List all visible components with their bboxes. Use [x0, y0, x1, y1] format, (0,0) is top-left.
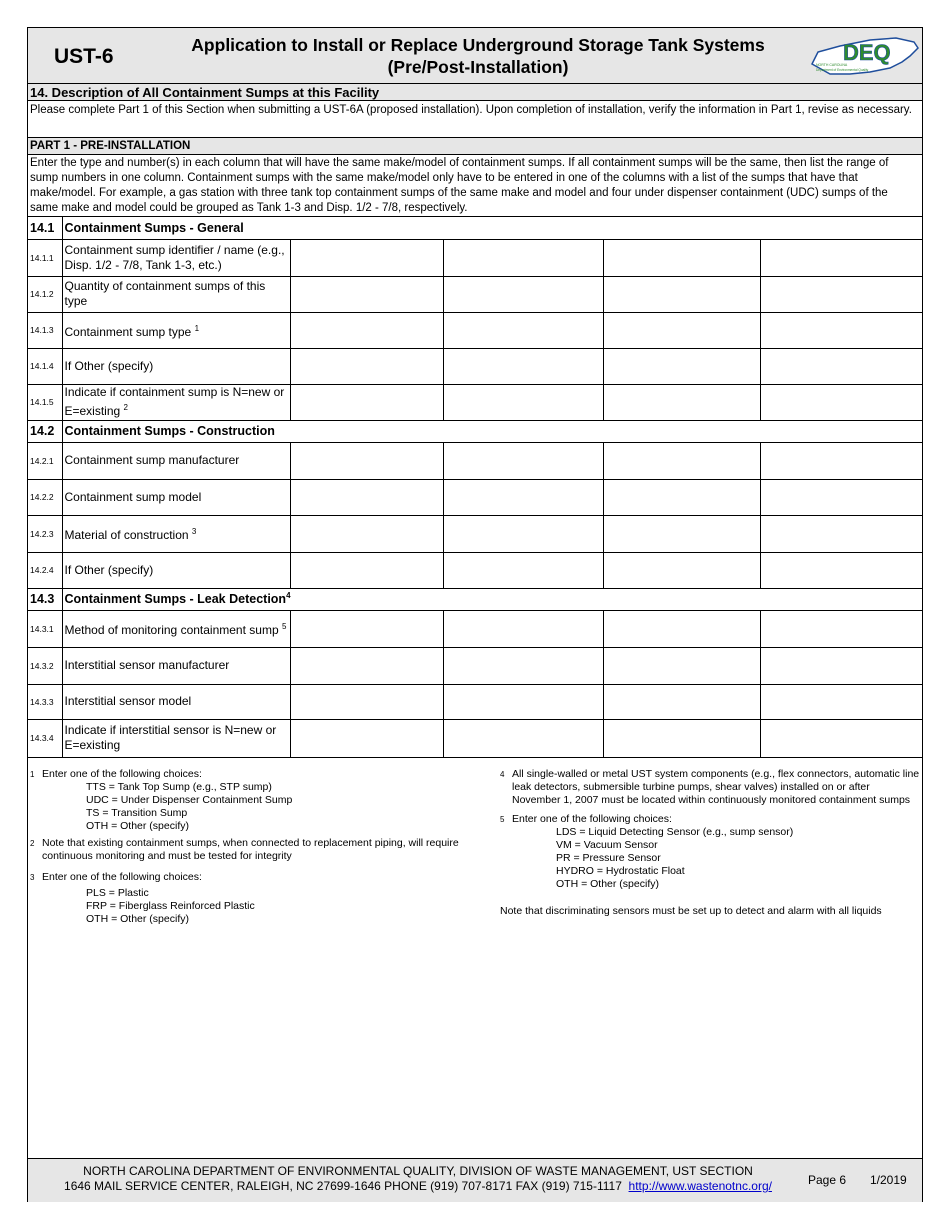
entry-cell[interactable]: [443, 384, 603, 420]
table-row: [28, 312, 922, 348]
footnote-text: Enter one of the following choices:: [42, 871, 202, 883]
form-revision: 1/2019: [870, 1173, 907, 1187]
group-title: Containment Sumps - Construction: [62, 420, 922, 442]
row-label: Interstitial sensor model: [62, 684, 290, 719]
entry-cell[interactable]: [290, 312, 443, 348]
table-row: [28, 479, 922, 515]
entry-cell[interactable]: [760, 719, 922, 757]
choice-item: TS = Transition Sump: [86, 807, 188, 819]
entry-cell[interactable]: [603, 442, 760, 479]
footnote-3: [30, 871, 460, 884]
row-label: Containment sump identifier / name (e.g., Disp. 1/2 - 7/8, Tank 1-3, etc.): [62, 239, 290, 276]
entry-cell[interactable]: [603, 515, 760, 552]
entry-cell[interactable]: [443, 684, 603, 719]
entry-cell[interactable]: [290, 610, 443, 647]
group-number: 14.1: [28, 217, 62, 239]
choice-item: PR = Pressure Sensor: [556, 852, 661, 864]
row-number: 14.2.2: [28, 479, 62, 515]
row-number: 14.1.2: [28, 276, 62, 312]
entry-cell[interactable]: [443, 515, 603, 552]
row-label: [62, 610, 290, 647]
choice-item: OTH = Other (specify): [86, 913, 189, 925]
choice-item: LDS = Liquid Detecting Sensor (e.g., sump sensor): [556, 826, 794, 838]
group-number: 14.3: [28, 588, 62, 610]
row-label: Interstitial sensor manufacturer: [62, 647, 290, 684]
entry-cell[interactable]: [603, 348, 760, 384]
row-label: [62, 515, 290, 552]
deq-logo: [810, 34, 920, 78]
entry-cell[interactable]: [603, 384, 760, 420]
footnote-3-choices: [30, 887, 460, 926]
entry-cell[interactable]: [760, 515, 922, 552]
footnote-ref: 3: [191, 527, 197, 536]
group-header-general: [28, 217, 922, 239]
row-label: Containment sump manufacturer: [62, 442, 290, 479]
group-header-construction: [28, 420, 922, 442]
entry-cell[interactable]: [603, 552, 760, 588]
table-row: [28, 552, 922, 588]
entry-cell[interactable]: [760, 276, 922, 312]
row-label: [62, 384, 290, 420]
row-number: 14.2.3: [28, 515, 62, 552]
page-number: Page 6: [808, 1173, 847, 1187]
row-number: 14.2.1: [28, 442, 62, 479]
table-row: [28, 384, 922, 420]
row-number: 14.1.5: [28, 384, 62, 420]
footer-contact: [28, 1179, 808, 1193]
group-header-leak-detection: [28, 588, 922, 610]
entry-cell[interactable]: [603, 610, 760, 647]
entry-cell[interactable]: [603, 719, 760, 757]
row-label: If Other (specify): [62, 552, 290, 588]
row-number: 14.3.2: [28, 647, 62, 684]
footnote-ref: 5: [281, 622, 287, 631]
entry-cell[interactable]: [290, 276, 443, 312]
row-label: Indicate if interstitial sensor is N=new or E=existing: [62, 719, 290, 757]
footnote-mark: 2: [30, 839, 35, 848]
entry-cell[interactable]: [603, 684, 760, 719]
footnote-4: [500, 768, 920, 807]
row-number: 14.3.1: [28, 610, 62, 647]
table-row: [28, 442, 922, 479]
entry-cell[interactable]: [290, 479, 443, 515]
entry-cell[interactable]: [443, 552, 603, 588]
footnotes-right: [500, 768, 920, 918]
footer-address: 1646 MAIL SERVICE CENTER, RALEIGH, NC 27699-1646 PHONE (919) 707-8171 FAX (919) 715-1117: [64, 1179, 622, 1193]
entry-cell[interactable]: [290, 515, 443, 552]
entry-cell[interactable]: [290, 647, 443, 684]
group-title-cell: [62, 588, 922, 610]
choice-item: OTH = Other (specify): [86, 820, 189, 832]
form-title-line2: (Pre/Post-Installation): [387, 57, 569, 77]
entry-cell[interactable]: [443, 719, 603, 757]
footnote-mark: 4: [500, 770, 505, 779]
table-row: [28, 348, 922, 384]
footnote-1-choices: [30, 781, 460, 833]
entry-cell[interactable]: [760, 239, 922, 276]
entry-cell[interactable]: [290, 348, 443, 384]
footnote-text: All single-walled or metal UST system components (e.g., flex connectors, automatic line leak detectors, submersible turbine pumps, shear valves) installed on or after November 1, 2007 must be located within continuously monitored containment sumps: [512, 768, 920, 806]
choice-item: HYDRO = Hydrostatic Float: [556, 865, 685, 877]
containment-sumps-table: [28, 217, 922, 758]
row-label-text: Indicate if containment sump is N=new or E=existing: [64, 385, 285, 418]
footnote-ref: 2: [123, 403, 128, 412]
footnote-mark: 3: [30, 873, 35, 882]
entry-cell[interactable]: [760, 348, 922, 384]
row-label-text: Method of monitoring containment sump: [64, 623, 279, 637]
row-label-text: Material of construction: [64, 528, 189, 542]
choice-item: UDC = Under Dispenser Containment Sump: [86, 794, 293, 806]
row-number: 14.2.4: [28, 552, 62, 588]
choice-item: PLS = Plastic: [86, 887, 149, 899]
section-intro: Please complete Part 1 of this Section when submitting a UST-6A (proposed installation). Upon completion of installation, verify the information in Part 1, revise as necessary.: [28, 101, 922, 138]
website-link[interactable]: http://www.wastenotnc.org/: [628, 1179, 772, 1193]
row-number: 14.3.4: [28, 719, 62, 757]
discriminating-sensor-note: Note that discriminating sensors must be set up to detect and alarm with all liquids: [500, 905, 882, 917]
row-number: 14.1.1: [28, 239, 62, 276]
form-header: [28, 28, 922, 84]
entry-cell[interactable]: [760, 479, 922, 515]
table-row: [28, 515, 922, 552]
footnote-1: [30, 768, 460, 781]
row-label: [62, 312, 290, 348]
row-label: Quantity of containment sumps of this type: [62, 276, 290, 312]
logo-deq-text: DEQ: [843, 40, 891, 65]
entry-cell[interactable]: [443, 610, 603, 647]
form-code: UST-6: [54, 45, 114, 68]
choice-item: OTH = Other (specify): [556, 878, 659, 890]
entry-cell[interactable]: [443, 479, 603, 515]
choice-item: TTS = Tank Top Sump (e.g., STP sump): [86, 781, 272, 793]
form-title-line1: Application to Install or Replace Underground Storage Tank Systems: [191, 35, 765, 55]
entry-cell[interactable]: [290, 442, 443, 479]
entry-cell[interactable]: [443, 276, 603, 312]
entry-cell[interactable]: [760, 610, 922, 647]
footnotes-left: [30, 768, 460, 928]
entry-cell[interactable]: [760, 647, 922, 684]
table-row: [28, 276, 922, 312]
footnote-ref: 4: [286, 591, 291, 601]
section-title: 14. Description of All Containment Sumps at this Facility: [28, 84, 922, 101]
entry-cell[interactable]: [443, 348, 603, 384]
entry-cell[interactable]: [760, 684, 922, 719]
entry-cell[interactable]: [443, 647, 603, 684]
table-row: [28, 684, 922, 719]
entry-cell[interactable]: [760, 552, 922, 588]
entry-cell[interactable]: [290, 552, 443, 588]
entry-cell[interactable]: [760, 312, 922, 348]
group-title: Containment Sumps - General: [62, 217, 922, 239]
footnote-2: [30, 837, 460, 863]
part1-title: PART 1 - PRE-INSTALLATION: [28, 138, 922, 155]
table-row: [28, 239, 922, 276]
entry-cell[interactable]: [443, 312, 603, 348]
table-row: [28, 610, 922, 647]
row-number: 14.1.3: [28, 312, 62, 348]
row-label: Containment sump model: [62, 479, 290, 515]
footnote-ref: 1: [194, 323, 200, 333]
entry-cell[interactable]: [760, 442, 922, 479]
row-label-text: Containment sump type: [64, 324, 192, 339]
choice-item: FRP = Fiberglass Reinforced Plastic: [86, 900, 255, 912]
entry-cell[interactable]: [290, 239, 443, 276]
entry-cell[interactable]: [290, 384, 443, 420]
logo-state-text: NORTH CAROLINA: [816, 63, 848, 67]
part1-intro: Enter the type and number(s) in each column that will have the same make/model of containment sumps. If all containment sumps will be the same, then list the range of sump numbers in one column. Containment sumps with the same make/model only have to be entered in one of the columns with a list of the sumps that have that make/model. For example, a gas station with three tank top containment sumps of the same make and model and four under dispenser containment (UDC) sumps of the same make and model could be grouped as Tank 1-3 and Disp. 1/2 - 7/8, respectively.: [28, 155, 922, 217]
entry-cell[interactable]: [603, 276, 760, 312]
footnote-text: Enter one of the following choices:: [512, 813, 672, 825]
group-number: 14.2: [28, 420, 62, 442]
entry-cell[interactable]: [443, 239, 603, 276]
entry-cell[interactable]: [603, 479, 760, 515]
table-row: [28, 719, 922, 757]
choice-item: VM = Vacuum Sensor: [556, 839, 658, 851]
entry-cell[interactable]: [603, 647, 760, 684]
footnote-5-choices: [500, 826, 920, 891]
entry-cell[interactable]: [603, 239, 760, 276]
entry-cell[interactable]: [603, 312, 760, 348]
footnote-text: Note that existing containment sumps, when connected to replacement piping, will require continuous monitoring and must be tested for integrity: [42, 837, 459, 862]
table-row: [28, 647, 922, 684]
logo-dept-text: Department of Environmental Quality: [816, 68, 869, 72]
row-number: 14.1.4: [28, 348, 62, 384]
footnote-mark: 1: [30, 770, 35, 779]
entry-cell[interactable]: [290, 684, 443, 719]
footnote-text: Enter one of the following choices:: [42, 768, 202, 780]
footer-agency: NORTH CAROLINA DEPARTMENT OF ENVIRONMENTAL QUALITY, DIVISION OF WASTE MANAGEMENT, UST SECTION: [83, 1164, 753, 1178]
row-label: If Other (specify): [62, 348, 290, 384]
entry-cell[interactable]: [760, 384, 922, 420]
footnote-mark: 5: [500, 815, 505, 824]
form-page: [27, 27, 923, 1202]
entry-cell[interactable]: [443, 442, 603, 479]
footnote-5: [500, 813, 920, 826]
entry-cell[interactable]: [290, 719, 443, 757]
row-number: 14.3.3: [28, 684, 62, 719]
page-footer: [28, 1158, 922, 1202]
form-title: [168, 34, 788, 78]
group-title: Containment Sumps - Leak Detection: [64, 592, 287, 607]
